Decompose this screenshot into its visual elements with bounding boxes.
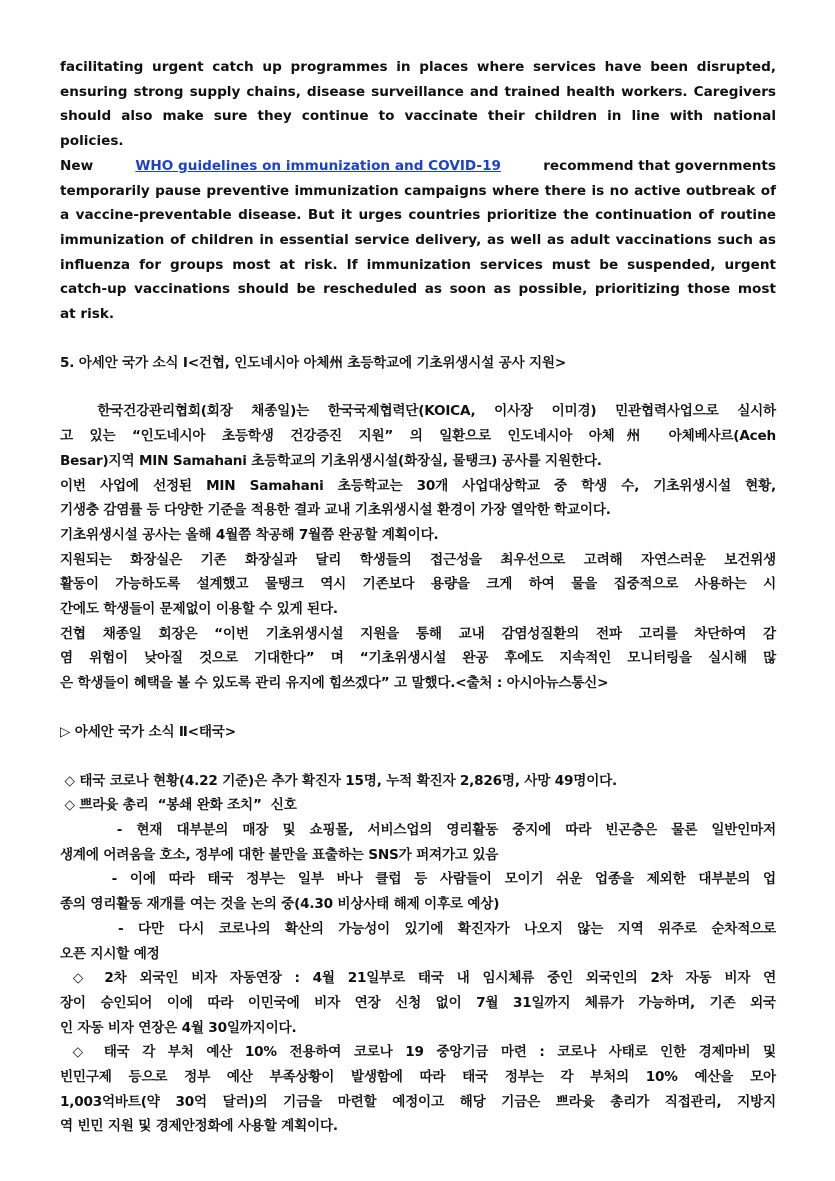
section-5-body bbox=[60, 399, 776, 695]
spacer bbox=[60, 327, 776, 351]
text-line: 1,003억바트(약 30억 달러)의 기금을 마련할 예정이고 해당 기금은 쁘라윳 총리가 직접관리, 지방지 bbox=[60, 1093, 776, 1110]
text-line: 은 학생들이 혜택을 볼 수 있도록 관리 유지에 힘쓰겠다” 고 말했다.<출처 : 아시아뉴스통신> bbox=[60, 675, 609, 692]
bullet-line: ◇ 태국 각 부처 예산 10% 전용하여 코로나 19 중앙기금 마련 : 코로나 사태로 인한 경제마비 및 bbox=[60, 1044, 776, 1061]
text-line: 기생충 감염률 등 다양한 기준을 적용한 결과 교내 기초위생시설 환경이 가장 열악한 학교이다. bbox=[60, 502, 611, 519]
who-guidelines-link[interactable]: WHO guidelines on immunization and COVID-19 bbox=[135, 157, 501, 174]
text-line: 기초위생시설 공사는 올해 4월쯤 착공해 7월쯤 완공할 계획이다. bbox=[60, 526, 439, 543]
text-line: 생계에 어려움을 호소, 정부에 대한 불만을 표출하는 SNS가 퍼져가고 있음 bbox=[60, 846, 499, 863]
text-line: 이번 사업에 선정된 MIN Samahani 초등학교는 30개 사업대상학교 중 학생 수, 기초위생시설 현황, bbox=[60, 477, 776, 494]
text-line: 장이 승인되어 이에 따라 이민국에 비자 연장 신청 없이 7월 31일까지 체류가 가능하며, 기존 외국 bbox=[60, 994, 776, 1011]
spacer bbox=[60, 375, 776, 399]
text-line: policies. bbox=[60, 133, 124, 150]
text-line: 간에도 학생들이 문제없이 이용할 수 있게 된다. bbox=[60, 601, 338, 618]
text-line: should also make sure they continue to vaccinate their children in line with national bbox=[60, 108, 776, 125]
dash-line: - 다만 다시 코로나의 확산의 가능성이 있기에 확진자가 나오지 않는 지역 위주로 순차적으로 bbox=[60, 920, 776, 937]
text-line: 종의 영리활동 재개를 여는 것을 논의 중(4.30 비상사태 해제 이후로 예상) bbox=[60, 896, 500, 913]
spacer bbox=[60, 696, 776, 720]
english-paragraph-1 bbox=[60, 55, 776, 154]
text-line bbox=[60, 154, 776, 179]
text-line: Besar)지역 MIN Samahani 초등학교의 기초위생시설(화장실, 물탱크) 공사를 지원한다. bbox=[60, 452, 602, 469]
text-line: influenza for groups most at risk. If immunization services must be suspended, urgent bbox=[60, 256, 776, 273]
text-line: 오픈 지시할 예정 bbox=[60, 945, 160, 962]
text-line: immunization of children in essential service delivery, as well as adult vaccinations such as bbox=[60, 231, 776, 248]
dash-line: - 현재 대부분의 매장 및 쇼핑몰, 서비스업의 영리활동 중지에 따라 빈곤층은 물론 일반인마저 bbox=[60, 821, 776, 838]
text-line: temporarily pause preventive immunization campaigns where there is no active outbreak of bbox=[60, 182, 776, 199]
text-line: 인 자동 비자 연장은 4월 30일까지이다. bbox=[60, 1019, 297, 1036]
dash-line: - 이에 따라 태국 정부는 일부 바나 클럽 등 사람들이 모이기 쉬운 업종을 제외한 대부분의 업 bbox=[60, 871, 776, 888]
text-line: 고 있는 “인도네시아 초등학생 건강증진 지원” 의 일환으로 인도네시아 아체州 아체베사르(Aceh bbox=[60, 428, 776, 445]
text-line: facilitating urgent catch up programmes in places where services have been disrupted, bbox=[60, 59, 776, 75]
spacer bbox=[60, 745, 776, 769]
text-line: 활동이 가능하도록 설계했고 물탱크 역시 기존보다 용량을 크게 하여 물을 집중적으로 사용하는 시 bbox=[60, 576, 776, 593]
bullet-line: ◇ 쁘라윳 총리 “봉쇄 완화 조치” 신호 bbox=[60, 797, 297, 814]
thailand-section-body bbox=[60, 769, 776, 1140]
text-line: ensuring strong supply chains, disease surveillance and trained health workers. Caregivers bbox=[60, 83, 776, 100]
bullet-line: ◇ 2차 외국인 비자 자동연장 : 4월 21일부로 태국 내 임시체류 중인 외국인의 2차 자동 비자 연 bbox=[60, 970, 776, 987]
text-span: recommend that governments bbox=[543, 157, 776, 174]
section-5-heading: 5. 아세안 국가 소식 Ⅰ<건협, 인도네시아 아체州 초등학교에 기초위생시설 공사 지원> bbox=[60, 354, 567, 371]
english-paragraph-2 bbox=[60, 154, 776, 327]
thailand-section-heading: ▷ 아세안 국가 소식 Ⅱ<태국> bbox=[60, 723, 236, 740]
text-line: at risk. bbox=[60, 306, 115, 323]
text-line: 건협 채종일 회장은 “이번 기초위생시설 지원을 통해 교내 감염성질환의 전파 고리를 차단하여 감 bbox=[60, 625, 776, 642]
text-line: catch-up vaccinations should be rescheduled as soon as possible, prioritizing those most bbox=[60, 281, 776, 298]
document-page bbox=[60, 55, 776, 1139]
text-line: 역 빈민 지원 및 경제안정화에 사용할 계획이다. bbox=[60, 1118, 338, 1135]
text-line: 한국건강관리협회(회장 채종일)는 한국국제협력단(KOICA, 이사장 이미경) 민관협력사업으로 실시하 bbox=[60, 403, 776, 420]
bullet-line: ◇ 태국 코로나 현황(4.22 기준)은 추가 확진자 15명, 누적 확진자 2,826명, 사망 49명이다. bbox=[60, 772, 618, 789]
text-line: 빈민구제 등으로 정부 예산 부족상황이 발생함에 따라 태국 정부는 각 부처의 10% 예산을 모아 bbox=[60, 1069, 776, 1086]
text-line: 염 위험이 낮아질 것으로 기대한다” 며 “기초위생시설 완공 후에도 지속적인 모니터링을 실시해 많 bbox=[60, 650, 776, 667]
text-line: 지원되는 화장실은 기존 화장실과 달리 학생들의 접근성을 최우선으로 고려해 자연스러운 보건위생 bbox=[60, 551, 776, 568]
text-line: a vaccine-preventable disease. But it urges countries prioritize the continuation of routine bbox=[60, 207, 776, 224]
text-span: New bbox=[60, 157, 94, 174]
